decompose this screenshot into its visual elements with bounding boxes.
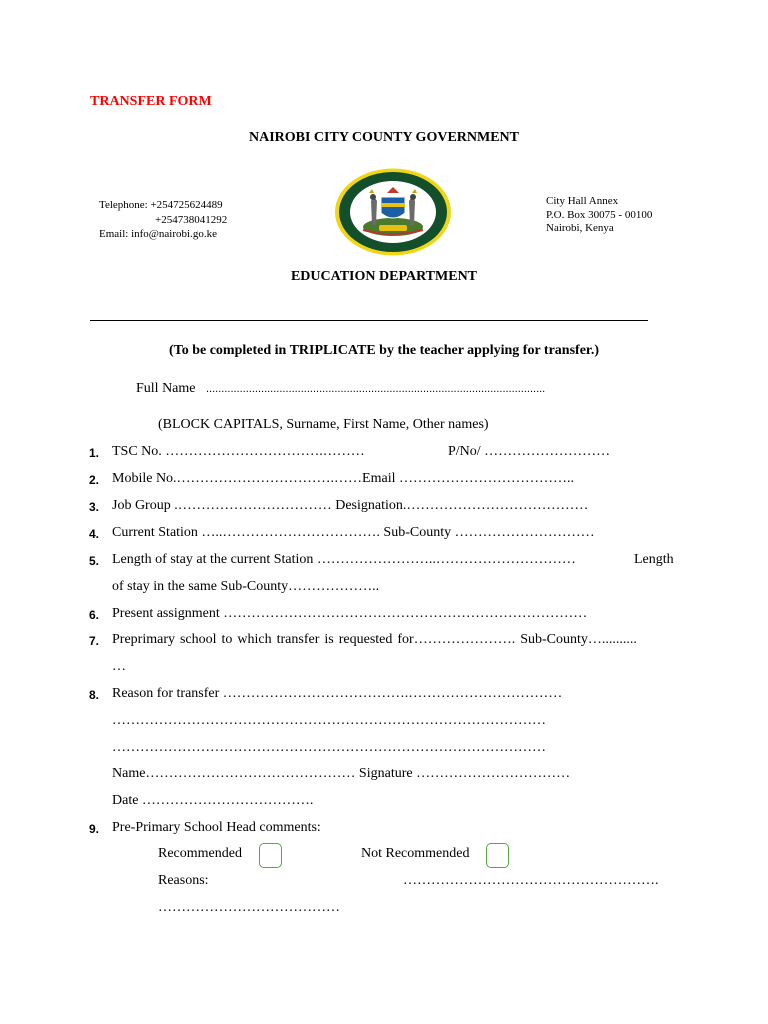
- head-comments-label: Pre-Primary School Head comments:: [112, 820, 321, 835]
- address-block: [546, 195, 652, 236]
- personal-number-field[interactable]: P/No/ ………………………: [448, 444, 611, 459]
- item-number: 1.: [89, 446, 100, 460]
- address-line: Nairobi, Kenya: [546, 222, 614, 234]
- full-name-label: Full Name: [136, 381, 196, 396]
- stay-subcounty-field[interactable]: of stay in the same Sub-County………………..: [112, 579, 380, 594]
- email-line: Email: info@nairobi.go.ke: [99, 228, 217, 240]
- item-number: 9.: [89, 822, 100, 836]
- transfer-reason-line-3[interactable]: …………………………………………………………………………………: [112, 740, 546, 755]
- item-number: 3.: [89, 500, 100, 514]
- recommended-label: Recommended: [158, 846, 242, 861]
- instruction-text: (To be completed in TRIPLICATE by the teacher applying for transfer.): [169, 343, 599, 358]
- form-type-title: TRANSFER FORM: [90, 94, 212, 109]
- present-assignment-field[interactable]: Present assignment ……………………………………………………………………: [112, 606, 588, 621]
- recommended-checkbox[interactable]: [259, 843, 282, 868]
- date-field[interactable]: Date ……………………………….: [112, 793, 314, 808]
- transfer-reason-field[interactable]: Reason for transfer ………………………………….……………………………: [112, 686, 563, 701]
- transfer-reason-line-2[interactable]: …………………………………………………………………………………: [112, 713, 546, 728]
- item-number: 6.: [89, 608, 100, 622]
- full-name-hint: (BLOCK CAPITALS, Surname, First Name, Other names): [158, 417, 489, 432]
- telephone-line-2: +254738041292: [155, 213, 228, 226]
- mobile-email-field[interactable]: Mobile No.…………………………….……Email ………………………………..: [112, 471, 574, 486]
- reasons-label: Reasons:: [158, 873, 209, 888]
- address-line: P.O. Box 30075 - 00100: [546, 208, 653, 221]
- item-number: 7.: [89, 634, 100, 648]
- item-number: 4.: [89, 527, 100, 541]
- current-station-field[interactable]: Current Station …..……………………………. Sub-County …………………………: [112, 525, 595, 540]
- reasons-field[interactable]: ……………………………………………….: [403, 873, 659, 888]
- item-number: 8.: [89, 688, 100, 702]
- length-of-stay-field[interactable]: Length of stay at the current Station ……………………..…………………………: [112, 552, 576, 567]
- tsc-number-field[interactable]: TSC No. …………………………….………: [112, 444, 365, 459]
- full-name-field[interactable]: ...............................................................................................................: [206, 383, 546, 395]
- length-of-stay-label: Length: [634, 552, 674, 567]
- telephone-line: Telephone: +254725624489: [99, 199, 223, 211]
- not-recommended-label: Not Recommended: [361, 846, 470, 861]
- department-title: EDUCATION DEPARTMENT: [290, 269, 478, 284]
- job-group-designation-field[interactable]: Job Group .…………………………… Designation.…………………………………: [112, 498, 589, 513]
- name-signature-field[interactable]: Name……………………………………… Signature ……………………………: [112, 766, 571, 781]
- contact-block: [99, 198, 227, 242]
- item-number: 2.: [89, 473, 100, 487]
- divider: [90, 320, 648, 321]
- requested-school-field[interactable]: Preprimary school to which transfer is requested for…………………. Sub-County…..........: [112, 632, 637, 647]
- not-recommended-checkbox[interactable]: [486, 843, 509, 868]
- item-number: 5.: [89, 554, 100, 568]
- address-line: City Hall Annex: [546, 195, 619, 207]
- government-title: NAIROBI CITY COUNTY GOVERNMENT: [248, 130, 520, 145]
- requested-school-continued[interactable]: …: [112, 659, 126, 674]
- reasons-field-line-2[interactable]: …………………………………: [158, 900, 340, 915]
- county-coat-of-arms-icon: [333, 167, 453, 257]
